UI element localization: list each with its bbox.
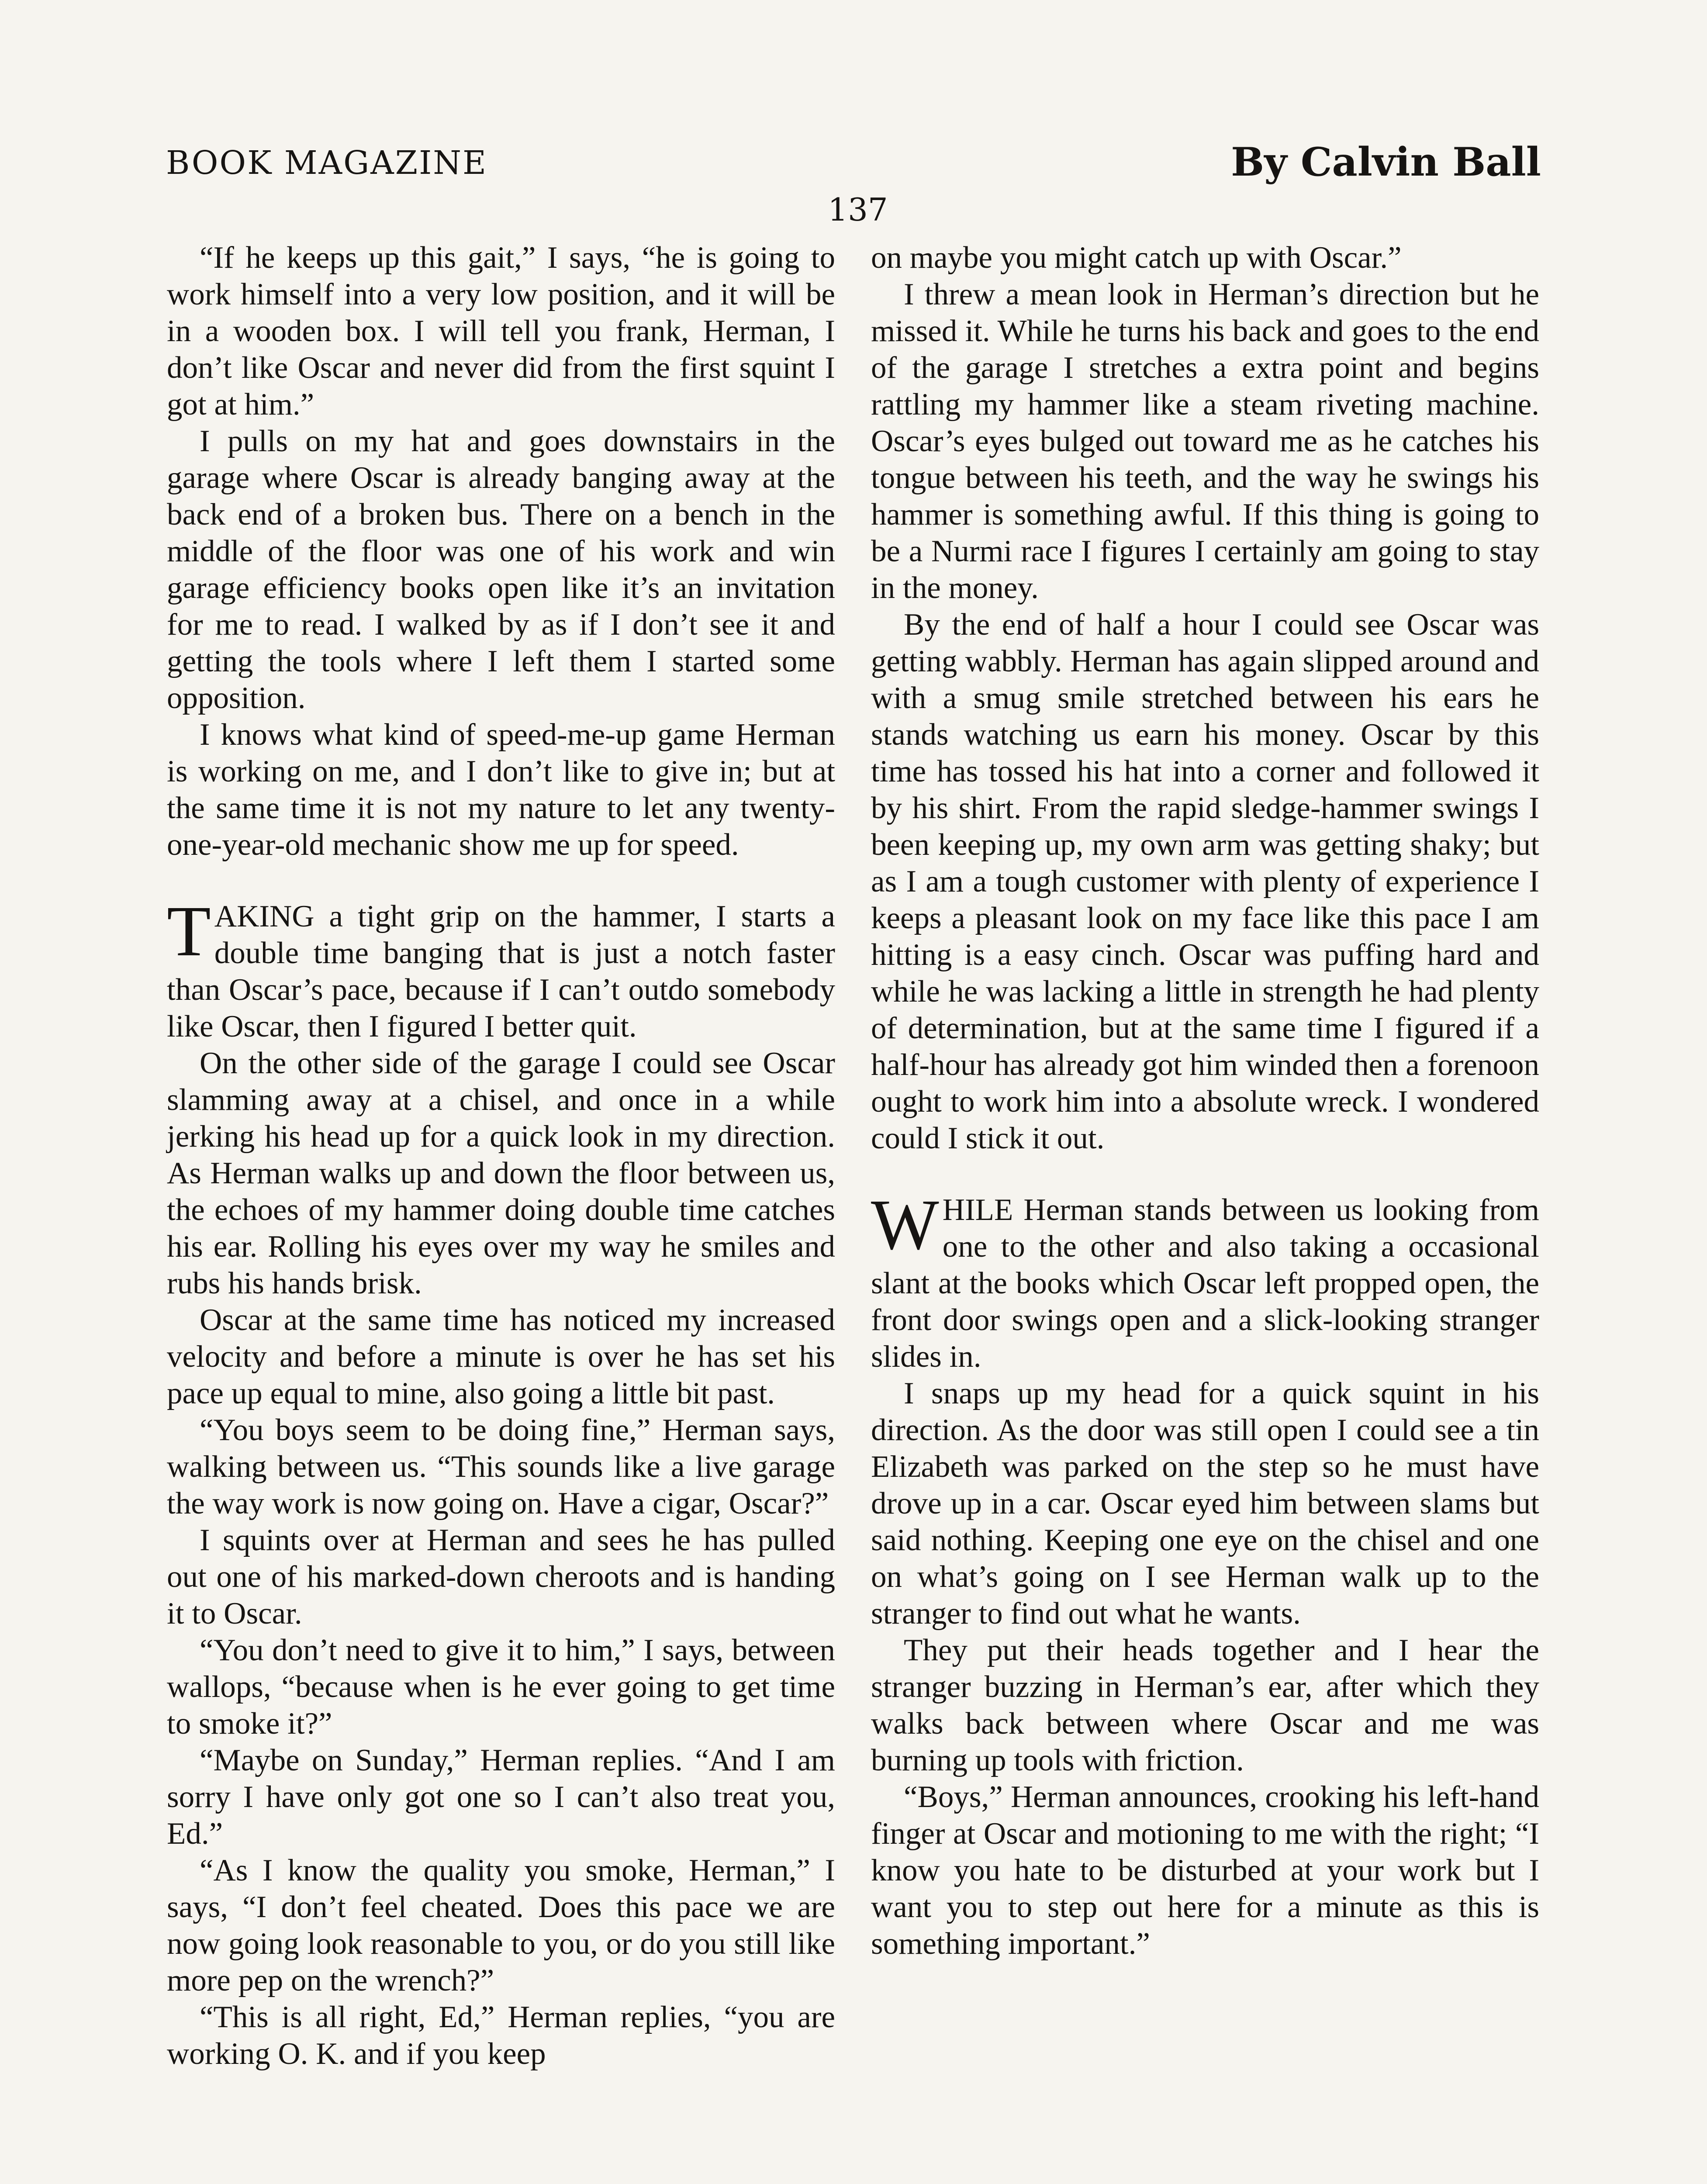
- drop-cap: T: [167, 891, 211, 971]
- paragraph: “Maybe on Sunday,” Herman replies. “And I am sorry I have only got one so I can’t also treat you, Ed.”: [167, 1743, 835, 1851]
- section-first-text: AKING a tight grip on the hammer, I starts a double time banging that is just a notch faster than Oscar’s pace, because if I can’t outdo somebody like Oscar, then I figured I better quit.: [167, 899, 835, 1044]
- magazine-title: BOOK MAGAZINE: [166, 144, 488, 182]
- paragraph: “If he keeps up this gait,” I says, “he is going to work himself into a very low position, and it will be in a wooden box. I will tell you frank, Herman, I don’t like Oscar and never did from the first squint I got at him.”: [167, 241, 835, 422]
- page-number: 137: [828, 191, 888, 228]
- section-start-paragraph: [167, 891, 835, 1045]
- paragraph: I knows what kind of speed-me-up game Herman is working on me, and I don’t like to give in; but at the same time it is not my nature to let any twenty-one-year-old mechanic show me up for speed.: [167, 718, 835, 862]
- paragraph: “As I know the quality you smoke, Herman,” I says, “I don’t feel cheated. Does this pace we are now going look reasonable to you, or do you still like more pep on the wrench?”: [167, 1853, 835, 1997]
- paragraph: “You don’t need to give it to him,” I says, between wallops, “because when is he ever going to get time to smoke it?”: [167, 1633, 835, 1741]
- paragraph: “This is all right, Ed,” Herman replies, “you are working O. K. and if you keep: [167, 2000, 835, 2071]
- paragraph: I snaps up my head for a quick squint in his direction. As the door was still open I could see a tin Elizabeth was parked on the step so he must have drove up in a car. Oscar eyed him between slams but said nothing. Keeping one eye on the chisel and one on what’s going on I see Herman walk up to the stranger to find out what he wants.: [871, 1376, 1539, 1631]
- paragraph: By the end of half a hour I could see Oscar was getting wabbly. Herman has again slipped around and with a smug smile stretched between his ears he stands watching us earn his money. Oscar by this time has tossed his hat into a corner and followed it by his shirt. From the rapid sledge-hammer swings I been keeping up, my own arm was getting shaky; but as I am a tough customer with plenty of experience I keeps a pleasant look on my face like this pace I am hitting is a easy cinch. Oscar was puffing hard and while he was lacking a little in strength he had plenty of determination, but at the same time I figured if a half-hour has already got him winded then a forenoon ought to work him into a absolute wreck. I wondered could I stick it out.: [871, 608, 1539, 1155]
- section-first-text: HILE Herman stands between us looking from one to the other and also taking a occasional slant at the books which Oscar left propped open, the front door swings open and a slick-looking stranger slides in.: [871, 1193, 1539, 1374]
- paragraph: “Boys,” Herman announces, crooking his left-hand finger at Oscar and motioning to me with the right; “I know you hate to be disturbed at your work but I want you to step out here for a minute as this is something important.”: [871, 1780, 1539, 1961]
- paragraph: I pulls on my hat and goes downstairs in the garage where Oscar is already banging away at the back end of a broken bus. There on a bench in the middle of the floor was one of his work and win garage efficiency books open like it’s an invitation for me to read. I walked by as if I don’t see it and getting the tools where I left them I started some opposition.: [167, 424, 835, 715]
- paragraph: On the other side of the garage I could see Oscar slamming away at a chisel, and once in a while jerking his head up for a quick look in my direction. As Herman walks up and down the floor between us, the echoes of my hammer doing double time catches his ear. Rolling his eyes over my way he smiles and rubs his hands brisk.: [167, 1046, 835, 1300]
- right-column: [871, 239, 1539, 1962]
- paragraph: They put their heads together and I hear the stranger buzzing in Herman’s ear, after which they walks back between where Oscar and me was burning up tools with friction.: [871, 1633, 1539, 1777]
- paragraph: “You boys seem to be doing fine,” Herman says, walking between us. “This sounds like a live garage the way work is now going on. Have a cigar, Oscar?”: [167, 1413, 835, 1521]
- left-column: [167, 239, 835, 2072]
- paragraph: I threw a mean look in Herman’s direction but he missed it. While he turns his back and goes to the end of the garage I stretches a extra point and begins rattling my hammer like a steam riveting machine. Oscar’s eyes bulged out toward me as he catches his tongue between his teeth, and the way he swings his hammer is something awful. If this thing is going to be a Nurmi race I figures I certainly am going to stay in the money.: [871, 277, 1539, 605]
- paragraph: I squints over at Herman and sees he has pulled out one of his marked-down cheroots and is handing it to Oscar.: [167, 1523, 835, 1631]
- author-byline: By Calvin Ball: [1231, 139, 1541, 185]
- paragraph: Oscar at the same time has noticed my increased velocity and before a minute is over he has set his pace up equal to mine, also going a little bit past.: [167, 1303, 835, 1410]
- continued-paragraph: on maybe you might catch up with Oscar.”: [871, 241, 1402, 275]
- section-start-paragraph: [871, 1185, 1539, 1375]
- drop-cap: W: [871, 1185, 939, 1265]
